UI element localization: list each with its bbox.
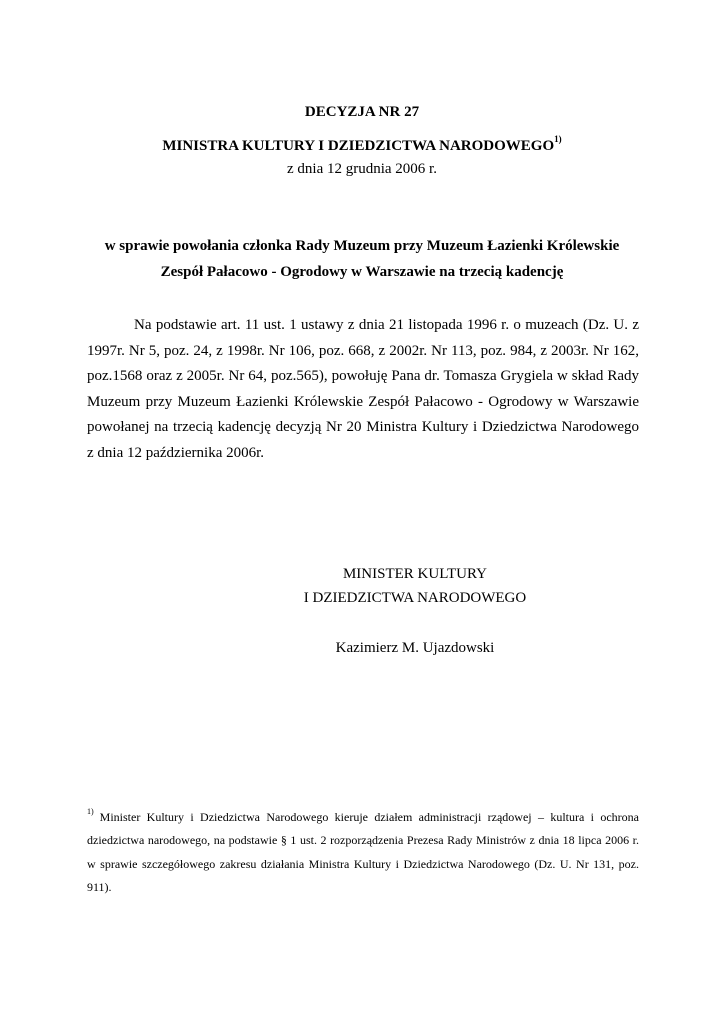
body-paragraph: Na podstawie art. 11 ust. 1 ustawy z dnia 21 listopada 1996 r. o muzeach (Dz. U. z 1997r. Nr 5, poz. 24, z 1998r. Nr 106, poz. 668, z 2002r. Nr 113, poz. 984, z 2003r. Nr 162, poz.1568 oraz z 2005r. Nr 64, poz.565), powołuję Pana dr. Tomasza Grygiela w skład Rady Muzeum przy Muzeum Łazienki Królewskie Zespół Pałacowo - Ogrodowy w Warszawie powołanej na trzecią kadencję decyzją Nr 20 Ministra Kultury i Dziedzictwa Narodowego z dnia 12 października 2006r.: [87, 317, 639, 461]
signature-title-line-1: MINISTER KULTURY: [342, 566, 488, 582]
issuer-heading: [0, 136, 724, 155]
footnote-marker: 1): [87, 807, 94, 816]
issuer-text: MINISTRA KULTURY I DZIEDZICTWA NARODOWEGO: [162, 138, 555, 154]
decision-date: z dnia 12 grudnia 2006 r.: [287, 161, 437, 177]
footnote-text: Minister Kultury i Dziedzictwa Narodowego kieruje działem administracji rządowej – kultura i ochrona dziedzictwa narodowego, na podstawie § 1 ust. 2 rozporządzenia Prezesa Rady Ministrów z dnia 18 lipca 2006 r. w sprawie szczegółowego zakresu działania Ministra Kultury i Dziedzictwa Narodowego (Dz. U. Nr 131, poz. 911).: [87, 810, 639, 894]
footnote: [87, 802, 639, 899]
decision-number: DECYZJA NR 27: [304, 104, 420, 120]
signatory-name: Kazimierz M. Ujazdowski: [335, 640, 495, 656]
subject-line-1: w sprawie powołania członka Rady Muzeum przy Muzeum Łazienki Królewskie: [104, 238, 620, 254]
footnote-reference: 1): [554, 134, 562, 144]
subject-line-2: Zespół Pałacowo - Ogrodowy w Warszawie na trzecią kadencję: [160, 264, 564, 280]
signature-title-line-2: I DZIEDZICTWA NARODOWEGO: [303, 590, 527, 606]
